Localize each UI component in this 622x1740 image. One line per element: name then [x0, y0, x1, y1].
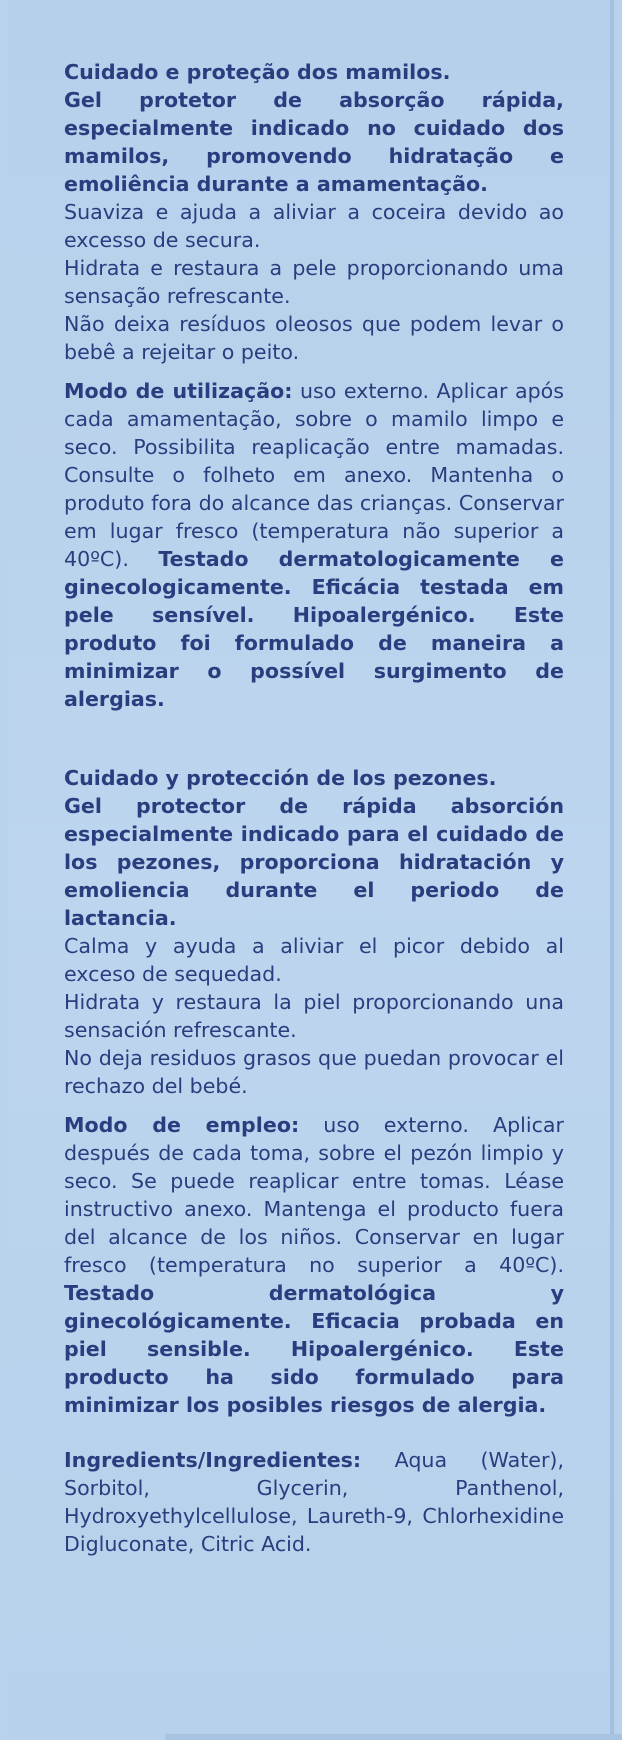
ingredients-section — [64, 1446, 564, 1558]
es-usage-bold: Testado dermatológica y ginecológicamente. Eficacia probada en piel sensible. Hipoalergénico. Este producto ha sido formulado para minimizar los posibles riesgos de alergia. — [64, 1281, 564, 1417]
es-claim-2: Hidrata y restaura la piel proporcionando una sensación refrescante. — [64, 990, 564, 1042]
es-usage — [64, 1111, 564, 1419]
es-claim-3: No deja residuos grasos que puedan provocar el rechazo del bebé. — [64, 1046, 564, 1098]
pt-claim-3: Não deixa resíduos oleosos que podem levar o bebê a rejeitar o peito. — [64, 312, 564, 364]
product-box-panel — [8, 0, 614, 1736]
es-title: Cuidado y protección de los pezones. — [64, 766, 497, 790]
label-text-block — [64, 58, 564, 1558]
ingredients-list — [64, 1446, 564, 1558]
pt-intro: Gel protetor de absorção rápida, especialmente indicado no cuidado dos mamilos, promovendo hidratação e emoliência durante a amamentação. — [64, 88, 564, 196]
pt-usage-label: Modo de utilização: — [64, 379, 293, 403]
pt-title: Cuidado e proteção dos mamilos. — [64, 60, 451, 84]
es-claim-1: Calma y ayuda a aliviar el picor debido al exceso de sequedad. — [64, 934, 564, 986]
pt-usage-text: uso externo. Aplicar após cada amamentação, sobre o mamilo limpo e seco. Possibilita reaplicação entre mamadas. Consulte o folheto em anexo. Mantenha o produto fora do alcance das crianças. Conservar em lugar fresco (temperatura não superior a 40ºC). — [64, 379, 564, 571]
pt-usage — [64, 377, 564, 713]
ingredients-text: Aqua (Water), Sorbitol, Glycerin, Panthenol, Hydroxyethylcellulose, Laureth-9, Chlorhexidine Digluconate, Citric Acid. — [64, 1448, 564, 1556]
pt-claim-1: Suaviza e ajuda a aliviar a coceira devido ao excesso de secura. — [64, 200, 564, 252]
es-usage-text: uso externo. Aplicar después de cada toma, sobre el pezón limpio y seco. Se puede reaplicar entre tomas. Léase instructivo anexo. Mantenga el producto fuera del alcance de los niños. Conservar en lugar fresco (temperatura no superior a 40ºC). — [64, 1113, 565, 1277]
portuguese-section — [64, 58, 564, 713]
es-usage-label: Modo de empleo: — [64, 1113, 300, 1137]
ingredients-label: Ingredients/Ingredientes: — [64, 1448, 362, 1472]
es-intro: Gel protector de rápida absorción especialmente indicado para el cuidado de los pezones, proporciona hidratación y emoliencia durante el periodo de lactancia. — [64, 794, 564, 930]
pt-usage-bold: Testado dermatologicamente e ginecologicamente. Eficácia testada em pele sensível. Hipoalergénico. Este produto foi formulado de maneira a minimizar o possível surgimento de alergias. — [64, 547, 564, 711]
spanish-section — [64, 764, 564, 1419]
box-bottom-edge — [165, 1734, 622, 1740]
pt-claim-2: Hidrata e restaura a pele proporcionando uma sensação refrescante. — [64, 256, 564, 308]
